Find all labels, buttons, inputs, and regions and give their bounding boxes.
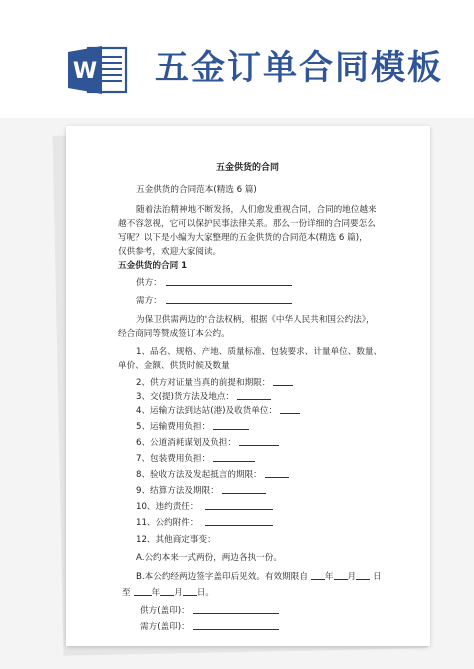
- section-heading: 五金供货的合同 1: [118, 261, 188, 271]
- item-8-label: 8、验收方法及发起抵言的期限：: [136, 470, 262, 480]
- supplier-row: [136, 276, 292, 289]
- item-4-row: [136, 404, 300, 417]
- intro-line-2: 越不容忽视，它可以保护民事法律关系。那么一份详细的合同要怎么: [118, 219, 376, 229]
- buyer-blank[interactable]: [166, 294, 292, 304]
- intro-line-4: 仅供参考，欢迎大家阅读。: [118, 247, 222, 257]
- start-month-blank[interactable]: [334, 570, 348, 580]
- end-month-label: 月: [174, 588, 183, 598]
- end-day-label: 日。: [196, 588, 215, 598]
- item-6-label: 6、公道消耗谋划及负担：: [136, 438, 236, 448]
- item-8-row: [136, 468, 289, 481]
- supplier-blank[interactable]: [166, 276, 292, 286]
- item-11-row: [136, 516, 273, 529]
- start-day-blank[interactable]: [356, 570, 370, 580]
- clause-b-row: [136, 570, 382, 583]
- start-year-label: 年: [324, 572, 334, 582]
- document-page: [66, 126, 430, 646]
- sign-supplier-blank[interactable]: [193, 604, 279, 614]
- item-6-blank[interactable]: [239, 436, 279, 446]
- intro-line-1: 随着法治精神地不断发扬，人们愈发重视合同，合同的地位越来: [136, 205, 377, 215]
- page-title: 五金订单合同模板: [155, 48, 443, 88]
- item-10-blank[interactable]: [205, 500, 273, 510]
- item-12-line: 12、其他商定事变：: [136, 535, 216, 545]
- sign-supplier-label: 供方(盖印)：: [140, 606, 190, 616]
- sign-buyer-row: [140, 620, 279, 633]
- supplier-label: 供方：: [136, 278, 162, 288]
- sign-buyer-label: 需方(盖印)：: [140, 622, 190, 632]
- item-3-blank[interactable]: [237, 390, 271, 400]
- header-banner: [0, 0, 474, 118]
- item-10-row: [136, 500, 273, 513]
- item-7-label: 7、包装费用负担：: [136, 454, 211, 464]
- start-year-blank[interactable]: [311, 570, 325, 580]
- sign-buyer-blank[interactable]: [193, 620, 279, 630]
- item-5-blank[interactable]: [213, 420, 249, 430]
- clause-b-text: B.本公约经两边签字盖印后见效。有效期限自: [136, 572, 308, 582]
- item-6-row: [136, 436, 279, 449]
- item-4-blank[interactable]: [280, 404, 300, 414]
- para-1-line-1: 为保卫供需两边的'合法权柄，根据《中华人民共和国公约法》，: [136, 315, 375, 325]
- sign-supplier-row: [140, 604, 279, 617]
- para-1-line-2: 经合商同等赞成签订本公约。: [118, 329, 230, 339]
- to-label: 至: [122, 588, 131, 598]
- item-11-blank[interactable]: [205, 516, 273, 526]
- item-7-blank[interactable]: [213, 452, 255, 462]
- item-9-label: 9、结算方法及期限：: [136, 486, 219, 496]
- end-year-blank[interactable]: [134, 586, 152, 596]
- buyer-row: [136, 294, 292, 307]
- doc-subtitle: 五金供货的合同范本(精选 6 篇): [136, 185, 257, 195]
- intro-line-3: 写呢？以下是小编为大家整理的五金供货的合同范本(精选 6 篇)，: [118, 233, 368, 243]
- start-day-label: 日: [373, 572, 382, 582]
- buyer-label: 需方：: [136, 296, 162, 306]
- end-month-blank[interactable]: [160, 586, 174, 596]
- item-1-line-1: 1、品名、规格、产地、质量标准、包装要求、计量单位、数量、: [136, 347, 383, 357]
- item-2-label: 2、供方对证量当真的前提和期限：: [136, 378, 271, 388]
- item-3-row: [136, 390, 271, 403]
- document-title: 五金供货的合同: [216, 163, 280, 173]
- item-2-blank[interactable]: [273, 376, 293, 386]
- item-5-row: [136, 420, 249, 433]
- end-year-label: 年: [151, 588, 161, 598]
- item-7-row: [136, 452, 255, 465]
- item-9-row: [136, 484, 266, 497]
- item-2-row: [136, 376, 293, 389]
- item-1-line-2: 单价、金额、供货时候及数量: [118, 361, 230, 371]
- item-3-label: 3、交(提)货方法及地点：: [136, 392, 235, 402]
- clause-a: A.公约本来一式两份，两边各执一份。: [136, 553, 282, 563]
- end-date-row: [122, 586, 214, 599]
- word-document-icon: [68, 44, 128, 96]
- item-10-label: 10、违约责任：: [136, 502, 199, 512]
- word-icon-letter: W: [72, 59, 98, 84]
- item-5-label: 5、运输费用负担：: [136, 422, 211, 432]
- item-8-blank[interactable]: [265, 468, 289, 478]
- end-day-blank[interactable]: [183, 586, 197, 596]
- item-9-blank[interactable]: [222, 484, 266, 494]
- item-11-label: 11、公约附件：: [136, 518, 199, 528]
- start-month-label: 月: [347, 572, 357, 582]
- item-4-label: 4、运输方法到达站(港)及收货单位：: [136, 406, 278, 416]
